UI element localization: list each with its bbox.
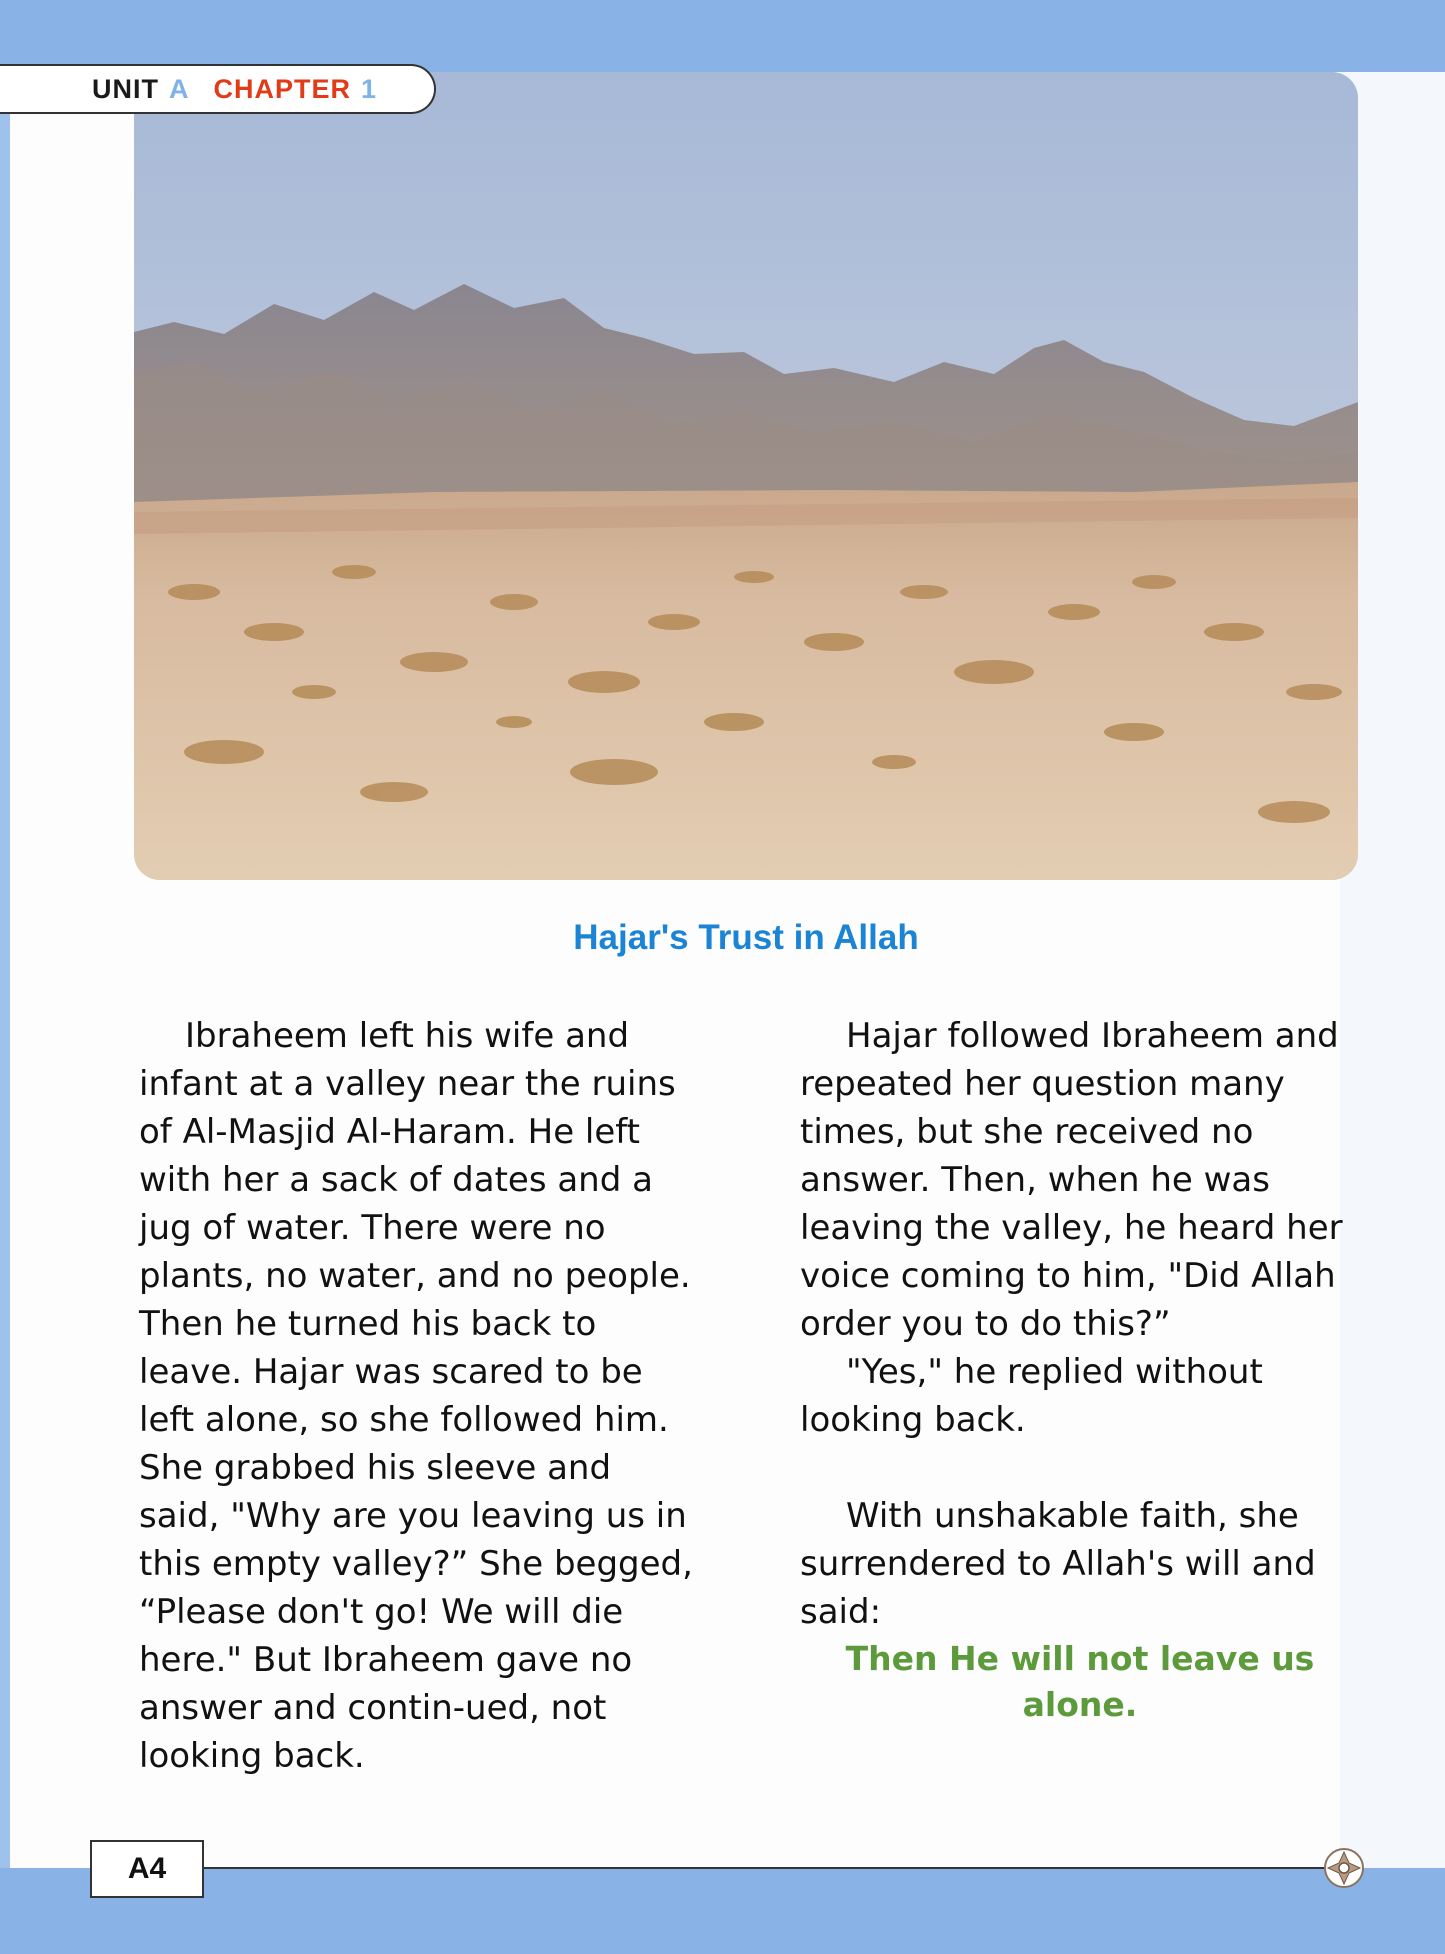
right-paragraph-2: "Yes," he replied without looking back. (800, 1352, 1263, 1440)
section-title: Hajar's Trust in Allah (573, 918, 919, 957)
footer-rule (204, 1867, 1326, 1869)
unit-letter: A (169, 73, 190, 104)
left-margin-strip (0, 72, 10, 1872)
bottom-band (0, 1868, 1445, 1954)
hajar-quote: Then He will not leave us alone. (845, 1639, 1315, 1724)
unit-chapter-tab (0, 64, 436, 114)
right-column (800, 1012, 1360, 1728)
chapter-label: CHAPTER (213, 73, 352, 104)
desert-valley-photo (134, 72, 1358, 880)
unit-label: UNIT (92, 73, 159, 104)
ornament-icon (1322, 1846, 1366, 1890)
right-paragraph-1: Hajar followed Ibraheem and repeated her question many times, but she received no answer. Then, when he was leaving the valley, he heard her voice coming to him, "Did Allah order you to do this?” (800, 1016, 1343, 1344)
top-band (0, 0, 1445, 72)
right-paragraph-3: With unshakable faith, she surrendered to Allah's will and said: (800, 1496, 1316, 1632)
page-number: A4 (90, 1840, 204, 1898)
chapter-number: 1 (361, 73, 378, 104)
left-paragraph: Ibraheem left his wife and infant at a valley near the ruins of Al-Masjid Al-Haram. He left with her a sack of dates and a jug of water. There were no plants, no water, and no people. Then he turned his back to leave. Hajar was scared to be left alone, so she followed him. She grabbed his sleeve and said, "Why are you leaving us in this empty valley?” She begged, “Please don't go! We will die here." But Ibraheem gave no answer and contin-ued, not looking back. (139, 1016, 693, 1776)
left-column (139, 1012, 699, 1780)
